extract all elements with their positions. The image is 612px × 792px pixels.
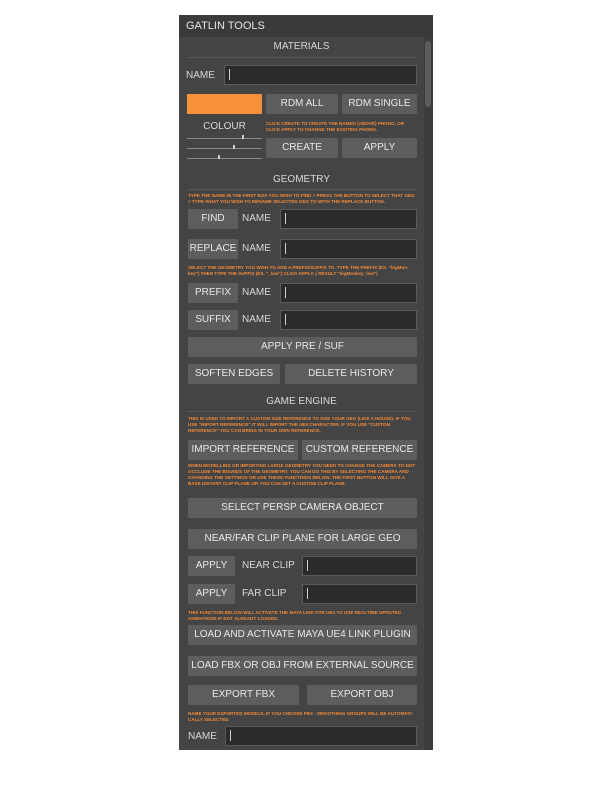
geometry-header: GEOMETRY <box>272 174 331 185</box>
rdm-all-button[interactable]: RDM ALL <box>266 94 338 114</box>
materials-header: MATERIALS <box>273 41 330 52</box>
select-persp-camera-button[interactable]: SELECT PERSP CAMERA OBJECT <box>188 498 417 518</box>
prefix-name-label: NAME <box>242 287 271 298</box>
near-clip-label: NEAR CLIP <box>242 560 295 571</box>
materials-divider <box>187 57 416 58</box>
prefix-button[interactable]: PREFIX <box>188 283 238 303</box>
apply-pre-suf-button[interactable]: APPLY PRE / SUF <box>188 337 417 357</box>
export-name-label: NAME <box>188 731 217 742</box>
text-cursor <box>285 213 286 224</box>
scrollbar-thumb[interactable] <box>425 41 431 107</box>
game-engine-header: GAME ENGINE <box>266 396 337 407</box>
apply-material-button[interactable]: APPLY <box>342 138 417 158</box>
text-cursor <box>307 588 308 599</box>
colour-slider-3-handle[interactable] <box>218 155 220 159</box>
text-cursor <box>230 730 231 741</box>
far-clip-label: FAR CLIP <box>242 588 287 599</box>
delete-history-button[interactable]: DELETE HISTORY <box>285 364 417 384</box>
geometry-divider <box>187 189 416 190</box>
camera-note: WHEN MODELLING OR IMPORTING LARGE GEOMETRY YOU NEED TO CHANGE THE CAMERA TO NOT OCCLUDE THE BOUNDS OF THE GEOMETRY. YOU CAN DO THIS BY SELECTING THE CAMERA AND CHANGING THE SETTINGS OR USE THESE FUNCTINOS BELOW. THE FIRST BUTTON WILL GIVE A BASE DISTANT CLIP PLANE OR YOU CAN SET A CUSTOM CLIP PLANE. <box>188 463 416 486</box>
colour-slider-3[interactable] <box>187 158 262 159</box>
materials-note: CLICK CREATE TO CREATE THE NAMED (ABOVE) PHONG, OR CLICK APPLY TO CHANGE THE EXISTING PHONG. <box>266 121 405 132</box>
prefix-suffix-note: SELECT THE GEOMETRY YOU WISH TO ADD A PREFIX/SUFFIX TO. TYPE THE PREFIX (EX. "bigMan-key") THEN TYPE THE SUFFIX (EX. "_low") CLICK APPLY. ( RESULT "bigMonkey_low") <box>188 265 409 276</box>
colour-label: COLOUR <box>203 121 246 132</box>
vertical-scrollbar[interactable] <box>424 37 433 750</box>
find-replace-note: TYPE THE NAME IN THE FIRST BOX YOU WISH TO FIND > PRESS THE BUTTON TO SELECT THAT GEO > TYPE WHAT YOU WISH TO RENAME SELECTED GEO TO WITH THE REPLACE BUTTON. <box>188 193 415 204</box>
prefix-name-input[interactable] <box>280 283 417 303</box>
load-external-button[interactable]: LOAD FBX OR OBJ FROM EXTERNAL SOURCE <box>188 656 417 676</box>
replace-name-label: NAME <box>242 243 271 254</box>
window-title: GATLIN TOOLS <box>179 15 433 37</box>
load-ue4-link-button[interactable]: LOAD AND ACTIVATE MAYA UE4 LINK PLUGIN <box>188 625 417 645</box>
find-name-label: NAME <box>242 213 271 224</box>
colour-slider-2[interactable] <box>187 148 262 149</box>
far-clip-input[interactable] <box>302 584 417 604</box>
export-fbx-button[interactable]: EXPORT FBX <box>188 685 299 705</box>
find-button[interactable]: FIND <box>188 209 238 229</box>
text-cursor <box>285 287 286 298</box>
game-engine-divider <box>187 411 416 412</box>
reference-note: THIS IS USED TO IMPORT A CUSTOM SIZE REFERENCE TO SIZE YOUR GEO (LIKE A HOUSE). IF YOU USE "IMPORT REFERENCE" IT WILL IMPORT THE UE4 CHARACTER. IF YOU USE "CUSTOM REFERENCE" YOU CAN BRING IN YOUR OWN REFERENCE. <box>188 416 411 433</box>
material-name-label: NAME <box>186 70 215 81</box>
custom-reference-button[interactable]: CUSTOM REFERENCE <box>302 440 417 460</box>
suffix-name-label: NAME <box>242 314 271 325</box>
create-button[interactable]: CREATE <box>266 138 338 158</box>
gatlin-tools-window <box>179 15 433 750</box>
replace-name-input[interactable] <box>280 239 417 259</box>
apply-far-clip-button[interactable]: APPLY <box>188 584 235 604</box>
text-cursor <box>285 243 286 254</box>
text-cursor <box>307 560 308 571</box>
export-name-input[interactable] <box>225 726 417 746</box>
soften-edges-button[interactable]: SOFTEN EDGES <box>188 364 280 384</box>
apply-near-clip-button[interactable]: APPLY <box>188 556 235 576</box>
suffix-name-input[interactable] <box>280 310 417 330</box>
export-note: NAME YOUR EXPORTED MODELS, IF YOU CHOOSE FBX - SMOOTHING GROUPS WILL BE AUTOMATI-CALLY SELECTED <box>188 711 414 722</box>
import-reference-button[interactable]: IMPORT REFERENCE <box>188 440 298 460</box>
rdm-single-button[interactable]: RDM SINGLE <box>342 94 417 114</box>
colour-swatch[interactable] <box>187 94 262 114</box>
text-cursor <box>229 69 230 80</box>
near-clip-input[interactable] <box>302 556 417 576</box>
text-cursor <box>285 314 286 325</box>
material-name-input[interactable] <box>224 65 417 85</box>
colour-slider-2-handle[interactable] <box>233 145 235 149</box>
replace-button[interactable]: REPLACE <box>188 239 238 259</box>
near-far-clip-button[interactable]: NEAR/FAR CLIP PLANE FOR LARGE GEO <box>188 529 417 549</box>
export-obj-button[interactable]: EXPORT OBJ <box>307 685 417 705</box>
colour-slider-1[interactable] <box>187 138 262 139</box>
link-plugin-note: THIS FUNCTION BELOW WILL ACTIVATE THE MAYA LINK FOR UE4 TO USE REALTIME UPDATED ANIMATIONS IF NOT ALREADY LOADED. <box>188 610 401 621</box>
suffix-button[interactable]: SUFFIX <box>188 310 238 330</box>
find-name-input[interactable] <box>280 209 417 229</box>
colour-slider-1-handle[interactable] <box>242 135 244 139</box>
